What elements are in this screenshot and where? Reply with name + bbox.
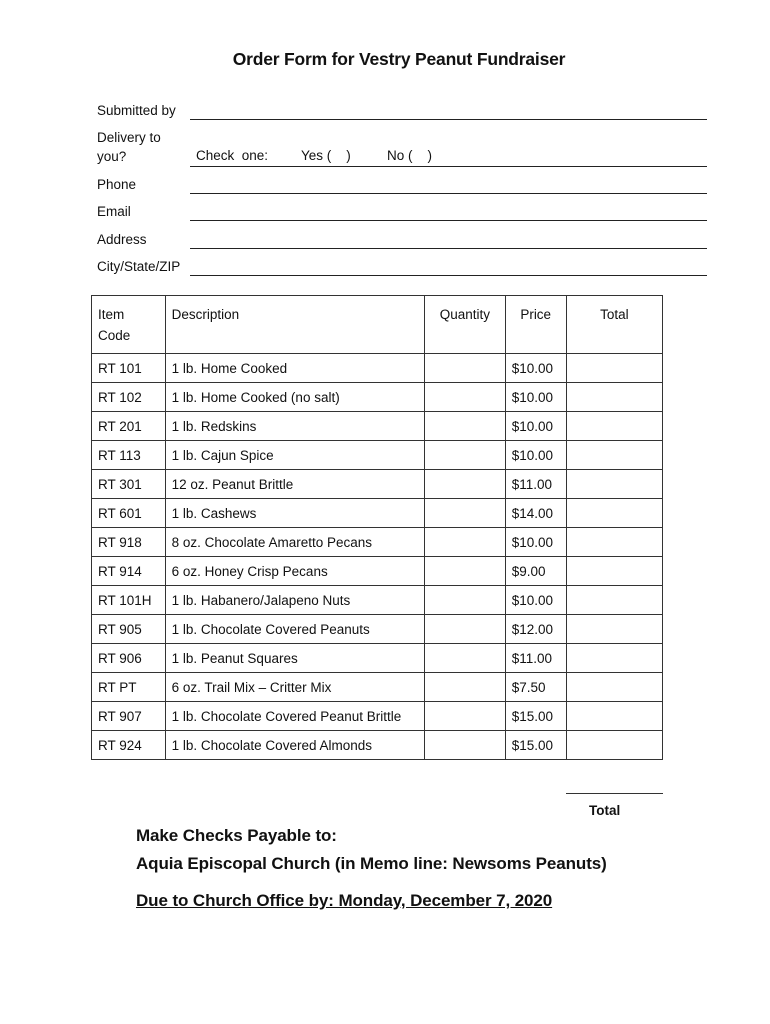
phone-line[interactable] <box>190 193 707 194</box>
price-cell: $11.00 <box>505 470 566 499</box>
item-code-cell: RT 924 <box>92 731 166 760</box>
city-state-zip-label: City/State/ZIP <box>97 259 181 274</box>
price-cell: $10.00 <box>505 441 566 470</box>
description-cell: 1 lb. Redskins <box>165 412 424 441</box>
item-code-cell: RT 907 <box>92 702 166 731</box>
total-cell[interactable] <box>566 383 662 412</box>
total-cell[interactable] <box>566 557 662 586</box>
header-quantity: Quantity <box>424 296 505 354</box>
item-code-cell: RT 101H <box>92 586 166 615</box>
quantity-cell[interactable] <box>424 470 505 499</box>
header-item-code <box>92 296 166 354</box>
table-row <box>92 731 663 760</box>
table-row <box>92 557 663 586</box>
payable-to-heading: Make Checks Payable to: <box>136 826 337 845</box>
table-row <box>92 586 663 615</box>
description-cell: 1 lb. Habanero/Jalapeno Nuts <box>165 586 424 615</box>
total-cell[interactable] <box>566 673 662 702</box>
due-date-line: Due to Church Office by: Monday, December 7, 2020 <box>136 891 553 910</box>
table-row <box>92 383 663 412</box>
item-code-cell: RT 102 <box>92 383 166 412</box>
total-cell[interactable] <box>566 528 662 557</box>
grand-total-line[interactable] <box>566 793 663 794</box>
table-row <box>92 470 663 499</box>
total-cell[interactable] <box>566 586 662 615</box>
quantity-cell[interactable] <box>424 528 505 557</box>
submitted-by-line[interactable] <box>190 119 707 120</box>
price-cell: $12.00 <box>505 615 566 644</box>
price-cell: $10.00 <box>505 586 566 615</box>
grand-total-label: Total <box>589 803 621 818</box>
price-cell: $14.00 <box>505 499 566 528</box>
submitted-by-label: Submitted by <box>97 103 176 118</box>
description-cell: 1 lb. Chocolate Covered Almonds <box>165 731 424 760</box>
price-cell: $10.00 <box>505 528 566 557</box>
description-cell: 1 lb. Chocolate Covered Peanuts <box>165 615 424 644</box>
check-one-label: Check one: <box>196 148 269 163</box>
address-label: Address <box>97 232 147 247</box>
item-code-cell: RT 914 <box>92 557 166 586</box>
order-table <box>91 295 663 760</box>
price-cell: $10.00 <box>505 383 566 412</box>
price-cell: $7.50 <box>505 673 566 702</box>
total-cell[interactable] <box>566 441 662 470</box>
total-cell[interactable] <box>566 412 662 441</box>
payee-line: Aquia Episcopal Church (in Memo line: Newsoms Peanuts) <box>136 854 607 873</box>
total-cell[interactable] <box>566 731 662 760</box>
delivery-yes-option[interactable]: Yes ( ) <box>301 148 351 163</box>
description-cell: 12 oz. Peanut Brittle <box>165 470 424 499</box>
item-code-cell: RT 918 <box>92 528 166 557</box>
header-price: Price <box>505 296 566 354</box>
quantity-cell[interactable] <box>424 557 505 586</box>
description-cell: 1 lb. Home Cooked (no salt) <box>165 383 424 412</box>
description-cell: 1 lb. Peanut Squares <box>165 644 424 673</box>
email-label: Email <box>97 204 131 219</box>
table-row <box>92 499 663 528</box>
price-cell: $15.00 <box>505 702 566 731</box>
item-code-cell: RT 101 <box>92 354 166 383</box>
table-row <box>92 644 663 673</box>
delivery-label-line1: Delivery to <box>97 130 161 145</box>
total-cell[interactable] <box>566 644 662 673</box>
table-row <box>92 441 663 470</box>
email-line[interactable] <box>190 220 707 221</box>
total-cell[interactable] <box>566 499 662 528</box>
quantity-cell[interactable] <box>424 731 505 760</box>
table-row <box>92 702 663 731</box>
description-cell: 1 lb. Cashews <box>165 499 424 528</box>
table-header-row <box>92 296 663 354</box>
header-item-code-line1: Item <box>98 307 125 322</box>
table-row <box>92 412 663 441</box>
price-cell: $10.00 <box>505 412 566 441</box>
item-code-cell: RT 201 <box>92 412 166 441</box>
price-cell: $10.00 <box>505 354 566 383</box>
total-cell[interactable] <box>566 702 662 731</box>
item-code-cell: RT 113 <box>92 441 166 470</box>
header-total: Total <box>566 296 662 354</box>
quantity-cell[interactable] <box>424 673 505 702</box>
description-cell: 1 lb. Chocolate Covered Peanut Brittle <box>165 702 424 731</box>
quantity-cell[interactable] <box>424 702 505 731</box>
description-cell: 1 lb. Home Cooked <box>165 354 424 383</box>
price-cell: $15.00 <box>505 731 566 760</box>
quantity-cell[interactable] <box>424 499 505 528</box>
total-cell[interactable] <box>566 354 662 383</box>
form-title: Order Form for Vestry Peanut Fundraiser <box>232 49 566 69</box>
item-code-cell: RT 601 <box>92 499 166 528</box>
quantity-cell[interactable] <box>424 412 505 441</box>
item-code-cell: RT 906 <box>92 644 166 673</box>
quantity-cell[interactable] <box>424 383 505 412</box>
delivery-label-line2: you? <box>97 149 127 164</box>
delivery-no-option[interactable]: No ( ) <box>387 148 433 163</box>
phone-label: Phone <box>97 177 137 192</box>
quantity-cell[interactable] <box>424 354 505 383</box>
description-cell: 6 oz. Trail Mix – Critter Mix <box>165 673 424 702</box>
quantity-cell[interactable] <box>424 441 505 470</box>
total-cell[interactable] <box>566 615 662 644</box>
price-cell: $9.00 <box>505 557 566 586</box>
header-description: Description <box>165 296 424 354</box>
quantity-cell[interactable] <box>424 644 505 673</box>
header-item-code-line2: Code <box>98 328 131 343</box>
item-code-cell: RT 905 <box>92 615 166 644</box>
quantity-cell[interactable] <box>424 586 505 615</box>
item-code-cell: RT PT <box>92 673 166 702</box>
table-row <box>92 615 663 644</box>
table-row <box>92 528 663 557</box>
description-cell: 8 oz. Chocolate Amaretto Pecans <box>165 528 424 557</box>
description-cell: 1 lb. Cajun Spice <box>165 441 424 470</box>
description-cell: 6 oz. Honey Crisp Pecans <box>165 557 424 586</box>
city-state-zip-line[interactable] <box>190 275 707 276</box>
delivery-line <box>190 166 707 167</box>
item-code-cell: RT 301 <box>92 470 166 499</box>
quantity-cell[interactable] <box>424 615 505 644</box>
table-row <box>92 354 663 383</box>
address-line[interactable] <box>190 248 707 249</box>
price-cell: $11.00 <box>505 644 566 673</box>
table-row <box>92 673 663 702</box>
total-cell[interactable] <box>566 470 662 499</box>
